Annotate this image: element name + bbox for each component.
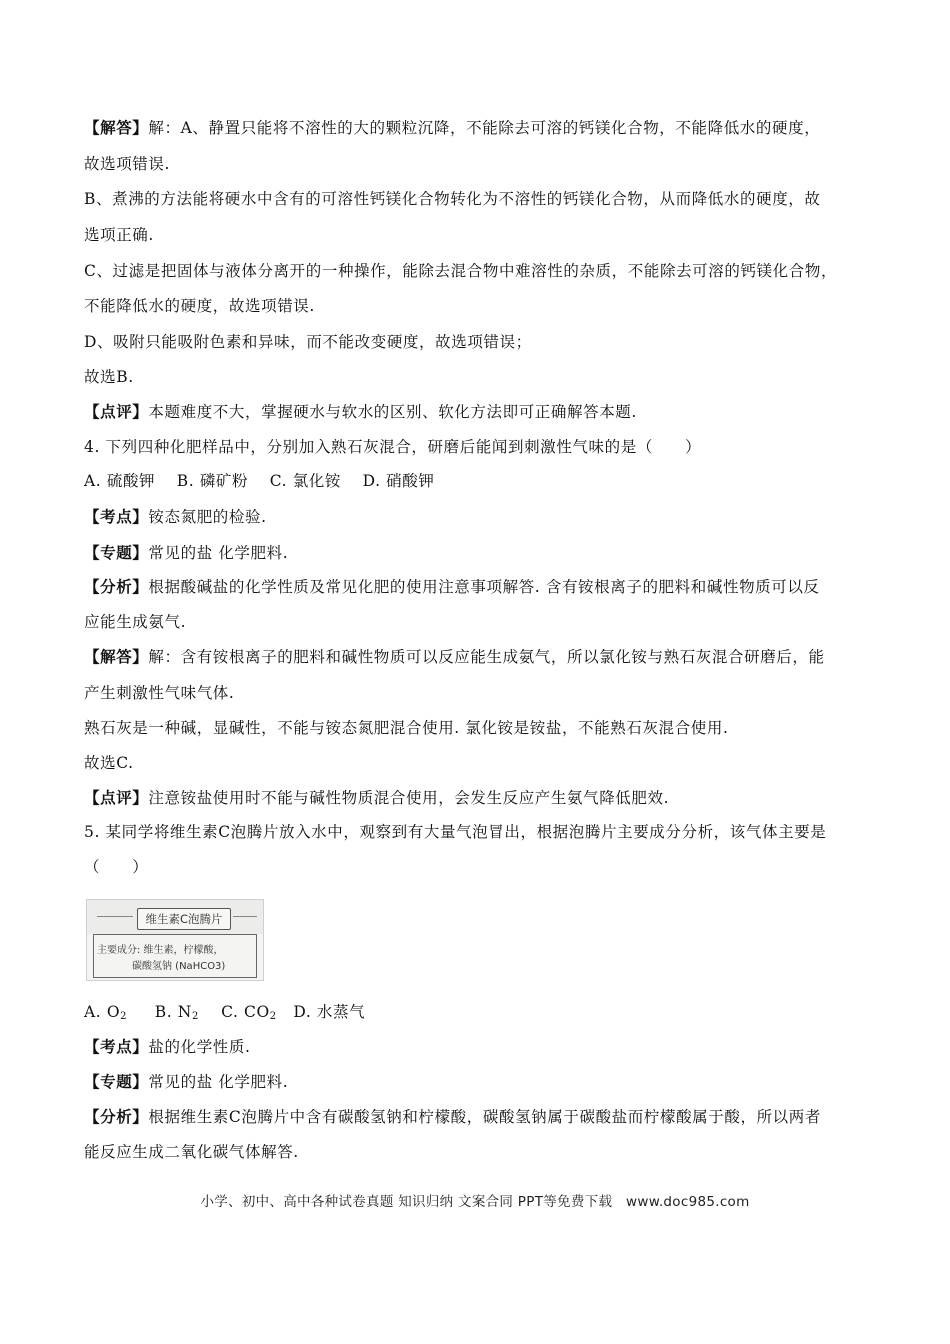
- text-line: 熟石灰是一种碱，显碱性，不能与铵态氮肥混合使用. 氯化铵是铵盐，不能熟石灰混合使用.: [84, 719, 729, 737]
- question-4-options: A. 硫酸钾 B. 磷矿粉 C. 氯化铵 D. 硝酸钾: [84, 472, 435, 490]
- text-line: 应能生成氨气.: [84, 613, 187, 631]
- text-line: 产生刺激性气味气体.: [84, 684, 235, 702]
- question-5-options: [84, 1002, 365, 1027]
- text-line: 【解答】解：含有铵根离子的肥料和碱性物质可以反应能生成氨气，所以氯化铵与熟石灰混合研磨后，能: [84, 647, 825, 666]
- label-decoration-line: [233, 916, 257, 917]
- text-line: B、煮沸的方法能将硬水中含有的可溶性钙镁化合物转化为不溶性的钙镁化合物，从而降低水的硬度，故: [84, 190, 821, 208]
- text-line: 故选B.: [84, 368, 134, 386]
- text-line: D、吸附只能吸附色素和异味，而不能改变硬度，故选项错误；: [84, 333, 532, 351]
- text-line: C、过滤是把固体与液体分离开的一种操作，能除去混合物中难溶性的杂质，不能除去可溶的钙镁化合物，: [84, 262, 838, 280]
- option-a: A. $O_2$: [84, 1003, 128, 1022]
- text-line: 【点评】注意铵盐使用时不能与碱性物质混合使用，会发生反应产生氨气降低肥效.: [84, 788, 670, 807]
- label-title: 维生素C泡腾片: [137, 908, 231, 930]
- option-c: C. $CO_2$: [221, 1003, 277, 1022]
- label-ingredients-line: 主要成分: 维生素，柠檬酸，: [97, 945, 224, 956]
- text-line: 能反应生成二氧化碳气体解答.: [84, 1143, 299, 1161]
- text-line: 故选项错误.: [84, 155, 171, 173]
- question-5: 5. 某同学将维生素C泡腾片放入水中，观察到有大量气泡冒出，根据泡腾片主要成分分析，该气体主要是: [84, 823, 827, 841]
- text-line: 【考点】铵态氮肥的检验.: [84, 507, 267, 526]
- option-b: B. $N_2$: [154, 1003, 199, 1022]
- question-4: 4. 下列四种化肥样品中，分别加入熟石灰混合，研磨后能闻到刺激性气味的是（ ）: [84, 438, 702, 456]
- text-line: 【解答】解：A、静置只能将不溶性的大的颗粒沉降，不能除去可溶的钙镁化合物，不能降低水的硬度，: [84, 118, 821, 137]
- vitamin-c-label-image: [86, 899, 264, 981]
- text-line: 【点评】本题难度不大，掌握硬水与软水的区别、软化方法即可正确解答本题.: [84, 402, 637, 421]
- answer-bracket: （ ）: [84, 858, 149, 876]
- page-footer: 小学、初中、高中各种试卷真题 知识归纳 文案合同 PPT等免费下载 www.doc985.com: [200, 1194, 750, 1210]
- text-line: 【分析】根据酸碱盐的化学性质及常见化肥的使用注意事项解答. 含有铵根离子的肥料和碱性物质可以反: [84, 577, 820, 596]
- text-line: 【专题】常见的盐 化学肥料.: [84, 1072, 289, 1091]
- text-line: 【分析】根据维生素C泡腾片中含有碳酸氢钠和柠檬酸，碳酸氢钠属于碳酸盐而柠檬酸属于酸，所以两者: [84, 1107, 821, 1126]
- option-d: D. 水蒸气: [293, 1003, 366, 1021]
- text-line: 故选C.: [84, 754, 134, 772]
- label-decoration-line: [97, 916, 133, 917]
- text-line: 【考点】盐的化学性质.: [84, 1037, 251, 1056]
- text-line: 不能降低水的硬度，故选项错误.: [84, 297, 315, 315]
- label-ingredients-line: 碳酸氢钠 (NaHCO3): [132, 961, 226, 972]
- text-line: 【专题】常见的盐 化学肥料.: [84, 543, 289, 562]
- label-ingredients-box: [93, 934, 257, 978]
- text-line: 选项正确.: [84, 226, 154, 244]
